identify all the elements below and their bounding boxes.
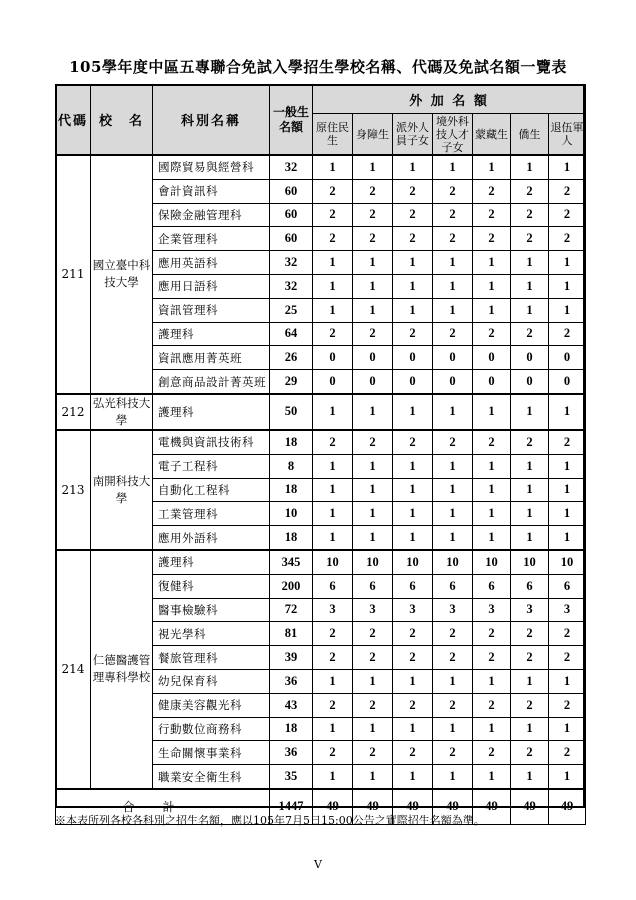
header-extra-0: 原住民生 [313, 114, 353, 156]
extra-quota: 0 [473, 346, 511, 370]
extra-quota: 1 [393, 717, 433, 741]
extra-quota: 0 [473, 370, 511, 394]
extra-quota: 2 [473, 203, 511, 227]
header-dept: 科別名稱 [153, 85, 270, 156]
extra-quota: 1 [433, 298, 473, 322]
extra-quota: 1 [473, 669, 511, 693]
extra-quota: 10 [313, 550, 353, 574]
school-name: 弘光科技大學 [91, 394, 153, 430]
extra-quota: 1 [473, 454, 511, 478]
extra-quota: 2 [393, 646, 433, 670]
extra-quota: 1 [511, 669, 549, 693]
extra-quota: 2 [353, 430, 393, 454]
extra-quota: 1 [393, 478, 433, 502]
extra-quota: 2 [313, 430, 353, 454]
extra-quota: 2 [393, 622, 433, 646]
extra-quota: 1 [353, 298, 393, 322]
extra-quota: 2 [511, 203, 549, 227]
extra-quota: 1 [393, 251, 433, 275]
extra-quota: 10 [473, 550, 511, 574]
dept-name: 保險金融管理科 [153, 203, 270, 227]
general-quota: 81 [270, 622, 313, 646]
extra-quota: 1 [393, 394, 433, 430]
extra-quota: 1 [473, 298, 511, 322]
extra-quota: 2 [473, 741, 511, 765]
extra-quota: 6 [353, 574, 393, 598]
extra-quota: 2 [511, 693, 549, 717]
school-code: 214 [56, 550, 91, 789]
extra-quota: 1 [353, 454, 393, 478]
extra-quota: 1 [393, 274, 433, 298]
extra-quota: 2 [511, 741, 549, 765]
general-quota: 60 [270, 203, 313, 227]
extra-quota: 1 [433, 251, 473, 275]
extra-quota: 1 [353, 155, 393, 179]
extra-quota: 2 [353, 227, 393, 251]
total-extra: 49 [393, 789, 433, 825]
dept-name: 幼兒保育科 [153, 669, 270, 693]
table-header [56, 85, 586, 156]
extra-quota: 0 [313, 370, 353, 394]
dept-name: 電子工程科 [153, 454, 270, 478]
total-general: 1447 [270, 789, 313, 825]
extra-quota: 2 [433, 693, 473, 717]
general-quota: 10 [270, 502, 313, 526]
extra-quota: 3 [473, 598, 511, 622]
extra-quota: 2 [313, 693, 353, 717]
extra-quota: 1 [473, 394, 511, 430]
general-quota: 32 [270, 251, 313, 275]
extra-quota: 2 [353, 646, 393, 670]
extra-quota: 0 [549, 346, 586, 370]
dept-name: 自動化工程科 [153, 478, 270, 502]
extra-quota: 2 [353, 322, 393, 346]
school-name: 南開科技大學 [91, 430, 153, 550]
extra-quota: 10 [549, 550, 586, 574]
extra-quota: 1 [433, 502, 473, 526]
extra-quota: 1 [511, 454, 549, 478]
extra-quota: 1 [353, 765, 393, 789]
dept-name: 應用日語科 [153, 274, 270, 298]
dept-name: 會計資訊科 [153, 179, 270, 203]
extra-quota: 0 [353, 370, 393, 394]
extra-quota: 2 [433, 622, 473, 646]
extra-quota: 1 [353, 478, 393, 502]
extra-quota: 0 [433, 346, 473, 370]
extra-quota: 1 [353, 251, 393, 275]
extra-quota: 1 [393, 669, 433, 693]
extra-quota: 6 [549, 574, 586, 598]
extra-quota: 2 [313, 179, 353, 203]
extra-quota: 1 [433, 669, 473, 693]
extra-quota: 1 [313, 526, 353, 550]
extra-quota: 1 [549, 394, 586, 430]
extra-quota: 1 [549, 298, 586, 322]
extra-quota: 6 [473, 574, 511, 598]
extra-quota: 10 [353, 550, 393, 574]
header-extra-1: 身障生 [353, 114, 393, 156]
extra-quota: 1 [313, 298, 353, 322]
header-general [270, 85, 313, 156]
extra-quota: 2 [549, 179, 586, 203]
dept-name: 應用外語科 [153, 526, 270, 550]
extra-quota: 1 [433, 394, 473, 430]
extra-quota: 1 [313, 478, 353, 502]
page-title: 105學年度中區五專聯合免試入學招生學校名稱、代碼及免試名額一覽表 [69, 58, 567, 76]
extra-quota: 2 [549, 693, 586, 717]
extra-quota: 1 [313, 251, 353, 275]
table-row [56, 430, 586, 454]
extra-quota: 2 [511, 622, 549, 646]
dept-name: 護理科 [153, 550, 270, 574]
extra-quota: 2 [473, 646, 511, 670]
header-extra-6: 退伍軍人 [549, 114, 586, 156]
extra-quota: 6 [313, 574, 353, 598]
extra-quota: 3 [511, 598, 549, 622]
extra-quota: 0 [393, 346, 433, 370]
extra-quota: 1 [511, 394, 549, 430]
header-extra-4: 蒙藏生 [473, 114, 511, 156]
extra-quota: 1 [511, 251, 549, 275]
extra-quota: 1 [393, 502, 433, 526]
extra-quota: 1 [473, 251, 511, 275]
header-general-line2: 名額 [278, 119, 303, 134]
extra-quota: 1 [511, 478, 549, 502]
general-quota: 39 [270, 646, 313, 670]
extra-quota: 2 [313, 203, 353, 227]
general-quota: 60 [270, 179, 313, 203]
extra-quota: 2 [511, 646, 549, 670]
extra-quota: 1 [313, 394, 353, 430]
dept-name: 視光學科 [153, 622, 270, 646]
extra-quota: 3 [393, 598, 433, 622]
dept-name: 創意商品設計菁英班 [153, 370, 270, 394]
general-quota: 36 [270, 741, 313, 765]
general-quota: 32 [270, 155, 313, 179]
extra-quota: 2 [433, 322, 473, 346]
extra-quota: 2 [511, 430, 549, 454]
school-code: 212 [56, 394, 91, 430]
extra-quota: 1 [353, 502, 393, 526]
extra-quota: 1 [393, 454, 433, 478]
extra-quota: 2 [511, 322, 549, 346]
extra-quota: 1 [549, 478, 586, 502]
table-row [56, 394, 586, 430]
general-quota: 36 [270, 669, 313, 693]
table-row [56, 550, 586, 574]
extra-quota: 2 [433, 203, 473, 227]
total-extra: 49 [353, 789, 393, 825]
extra-quota: 1 [511, 502, 549, 526]
extra-quota: 2 [473, 179, 511, 203]
extra-quota: 1 [353, 717, 393, 741]
extra-quota: 1 [433, 274, 473, 298]
general-quota: 29 [270, 370, 313, 394]
footnote: ※本表所列各校各科別之招生名額，應以105年7月5日15:00公告之實際招生名額為準。 [55, 814, 485, 827]
extra-quota: 1 [393, 155, 433, 179]
general-quota: 18 [270, 526, 313, 550]
extra-quota: 1 [473, 765, 511, 789]
extra-quota: 1 [393, 526, 433, 550]
school-code: 211 [56, 155, 91, 394]
extra-quota: 2 [433, 741, 473, 765]
extra-quota: 6 [393, 574, 433, 598]
extra-quota: 2 [433, 646, 473, 670]
extra-quota: 2 [473, 693, 511, 717]
school-name: 仁德醫護管理專科學校 [91, 550, 153, 789]
extra-quota: 1 [511, 298, 549, 322]
total-extra: 49 [433, 789, 473, 825]
general-quota: 60 [270, 227, 313, 251]
extra-quota: 1 [549, 251, 586, 275]
extra-quota: 2 [313, 227, 353, 251]
dept-name: 工業管理科 [153, 502, 270, 526]
general-quota: 26 [270, 346, 313, 370]
extra-quota: 10 [511, 550, 549, 574]
extra-quota: 1 [511, 526, 549, 550]
extra-quota: 2 [393, 322, 433, 346]
extra-quota: 1 [313, 717, 353, 741]
extra-quota: 2 [393, 179, 433, 203]
header-extra-3: 境外科技人才子女 [433, 114, 473, 156]
extra-quota: 2 [511, 179, 549, 203]
extra-quota: 0 [511, 370, 549, 394]
extra-quota: 1 [549, 765, 586, 789]
total-label: 合計 [56, 789, 270, 825]
extra-quota: 1 [473, 502, 511, 526]
extra-quota: 0 [433, 370, 473, 394]
extra-quota: 2 [549, 622, 586, 646]
extra-quota: 2 [473, 622, 511, 646]
extra-quota: 2 [353, 179, 393, 203]
extra-quota: 1 [511, 274, 549, 298]
extra-quota: 2 [313, 622, 353, 646]
dept-name: 醫事檢驗科 [153, 598, 270, 622]
extra-quota: 2 [353, 741, 393, 765]
dept-name: 復健科 [153, 574, 270, 598]
extra-quota: 2 [393, 693, 433, 717]
dept-name: 行動數位商務科 [153, 717, 270, 741]
extra-quota: 1 [473, 274, 511, 298]
extra-quota: 6 [511, 574, 549, 598]
dept-name: 企業管理科 [153, 227, 270, 251]
extra-quota: 3 [549, 598, 586, 622]
extra-quota: 1 [433, 526, 473, 550]
extra-quota: 0 [353, 346, 393, 370]
extra-quota: 1 [473, 478, 511, 502]
extra-quota: 3 [353, 598, 393, 622]
school-name: 國立臺中科技大學 [91, 155, 153, 394]
extra-quota: 1 [549, 526, 586, 550]
dept-name: 餐旅管理科 [153, 646, 270, 670]
extra-quota: 1 [393, 765, 433, 789]
extra-quota: 1 [511, 717, 549, 741]
general-quota: 72 [270, 598, 313, 622]
extra-quota: 1 [433, 478, 473, 502]
extra-quota: 1 [473, 526, 511, 550]
total-extra: 49 [473, 789, 511, 825]
dept-name: 職業安全衛生科 [153, 765, 270, 789]
table-row [56, 155, 586, 179]
extra-quota: 1 [549, 454, 586, 478]
header-extra-5: 僑生 [511, 114, 549, 156]
general-quota: 18 [270, 478, 313, 502]
dept-name: 護理科 [153, 394, 270, 430]
table-body [56, 155, 586, 824]
header-extra-group: 外 加 名 額 [313, 85, 586, 114]
dept-name: 資訊應用菁英班 [153, 346, 270, 370]
extra-quota: 1 [433, 765, 473, 789]
extra-quota: 10 [393, 550, 433, 574]
general-quota: 50 [270, 394, 313, 430]
extra-quota: 1 [473, 717, 511, 741]
extra-quota: 2 [353, 622, 393, 646]
extra-quota: 2 [313, 741, 353, 765]
extra-quota: 2 [549, 430, 586, 454]
extra-quota: 6 [433, 574, 473, 598]
extra-quota: 3 [433, 598, 473, 622]
page-number: V [314, 858, 322, 871]
extra-quota: 2 [313, 322, 353, 346]
extra-quota: 2 [433, 430, 473, 454]
general-quota: 18 [270, 430, 313, 454]
extra-quota: 1 [473, 155, 511, 179]
extra-quota: 2 [393, 203, 433, 227]
extra-quota: 1 [313, 274, 353, 298]
extra-quota: 0 [511, 346, 549, 370]
extra-quota: 2 [353, 203, 393, 227]
extra-quota: 1 [313, 155, 353, 179]
extra-quota: 0 [393, 370, 433, 394]
extra-quota: 2 [433, 227, 473, 251]
extra-quota: 2 [511, 227, 549, 251]
total-extra: 49 [313, 789, 353, 825]
extra-quota: 2 [313, 646, 353, 670]
extra-quota: 2 [473, 322, 511, 346]
quota-table [55, 84, 586, 825]
header-extra-2: 派外人員子女 [393, 114, 433, 156]
extra-quota: 1 [549, 669, 586, 693]
extra-quota: 2 [473, 227, 511, 251]
dept-name: 生命關懷事業科 [153, 741, 270, 765]
general-quota: 35 [270, 765, 313, 789]
extra-quota: 1 [549, 717, 586, 741]
dept-name: 國際貿易與經營科 [153, 155, 270, 179]
extra-quota: 2 [549, 203, 586, 227]
extra-quota: 2 [433, 179, 473, 203]
extra-quota: 1 [313, 765, 353, 789]
extra-quota: 0 [313, 346, 353, 370]
extra-quota: 3 [313, 598, 353, 622]
header-school: 校 名 [91, 85, 153, 156]
extra-quota: 2 [549, 741, 586, 765]
extra-quota: 1 [353, 274, 393, 298]
header-general-line1: 一般生 [272, 104, 309, 119]
extra-quota: 1 [313, 502, 353, 526]
general-quota: 200 [270, 574, 313, 598]
extra-quota: 2 [393, 227, 433, 251]
extra-quota: 1 [433, 454, 473, 478]
extra-quota: 1 [313, 454, 353, 478]
header-code: 代碼 [56, 85, 91, 156]
dept-name: 護理科 [153, 322, 270, 346]
extra-quota: 1 [313, 669, 353, 693]
total-extra: 49 [549, 789, 586, 825]
extra-quota: 2 [549, 227, 586, 251]
extra-quota: 1 [433, 155, 473, 179]
general-quota: 345 [270, 550, 313, 574]
general-quota: 25 [270, 298, 313, 322]
general-quota: 8 [270, 454, 313, 478]
general-quota: 32 [270, 274, 313, 298]
extra-quota: 2 [353, 693, 393, 717]
extra-quota: 2 [393, 741, 433, 765]
general-quota: 18 [270, 717, 313, 741]
extra-quota: 0 [549, 370, 586, 394]
dept-name: 健康美容觀光科 [153, 693, 270, 717]
extra-quota: 2 [393, 430, 433, 454]
extra-quota: 10 [433, 550, 473, 574]
extra-quota: 1 [433, 717, 473, 741]
extra-quota: 1 [511, 155, 549, 179]
extra-quota: 1 [353, 526, 393, 550]
extra-quota: 1 [353, 394, 393, 430]
dept-name: 應用英語科 [153, 251, 270, 275]
dept-name: 資訊管理科 [153, 298, 270, 322]
extra-quota: 1 [353, 669, 393, 693]
extra-quota: 1 [549, 502, 586, 526]
extra-quota: 1 [393, 298, 433, 322]
general-quota: 64 [270, 322, 313, 346]
extra-quota: 2 [473, 430, 511, 454]
total-extra: 49 [511, 789, 549, 825]
extra-quota: 1 [549, 274, 586, 298]
general-quota: 43 [270, 693, 313, 717]
extra-quota: 2 [549, 646, 586, 670]
extra-quota: 2 [549, 322, 586, 346]
school-code: 213 [56, 430, 91, 550]
extra-quota: 1 [511, 765, 549, 789]
dept-name: 電機與資訊技術科 [153, 430, 270, 454]
extra-quota: 1 [549, 155, 586, 179]
